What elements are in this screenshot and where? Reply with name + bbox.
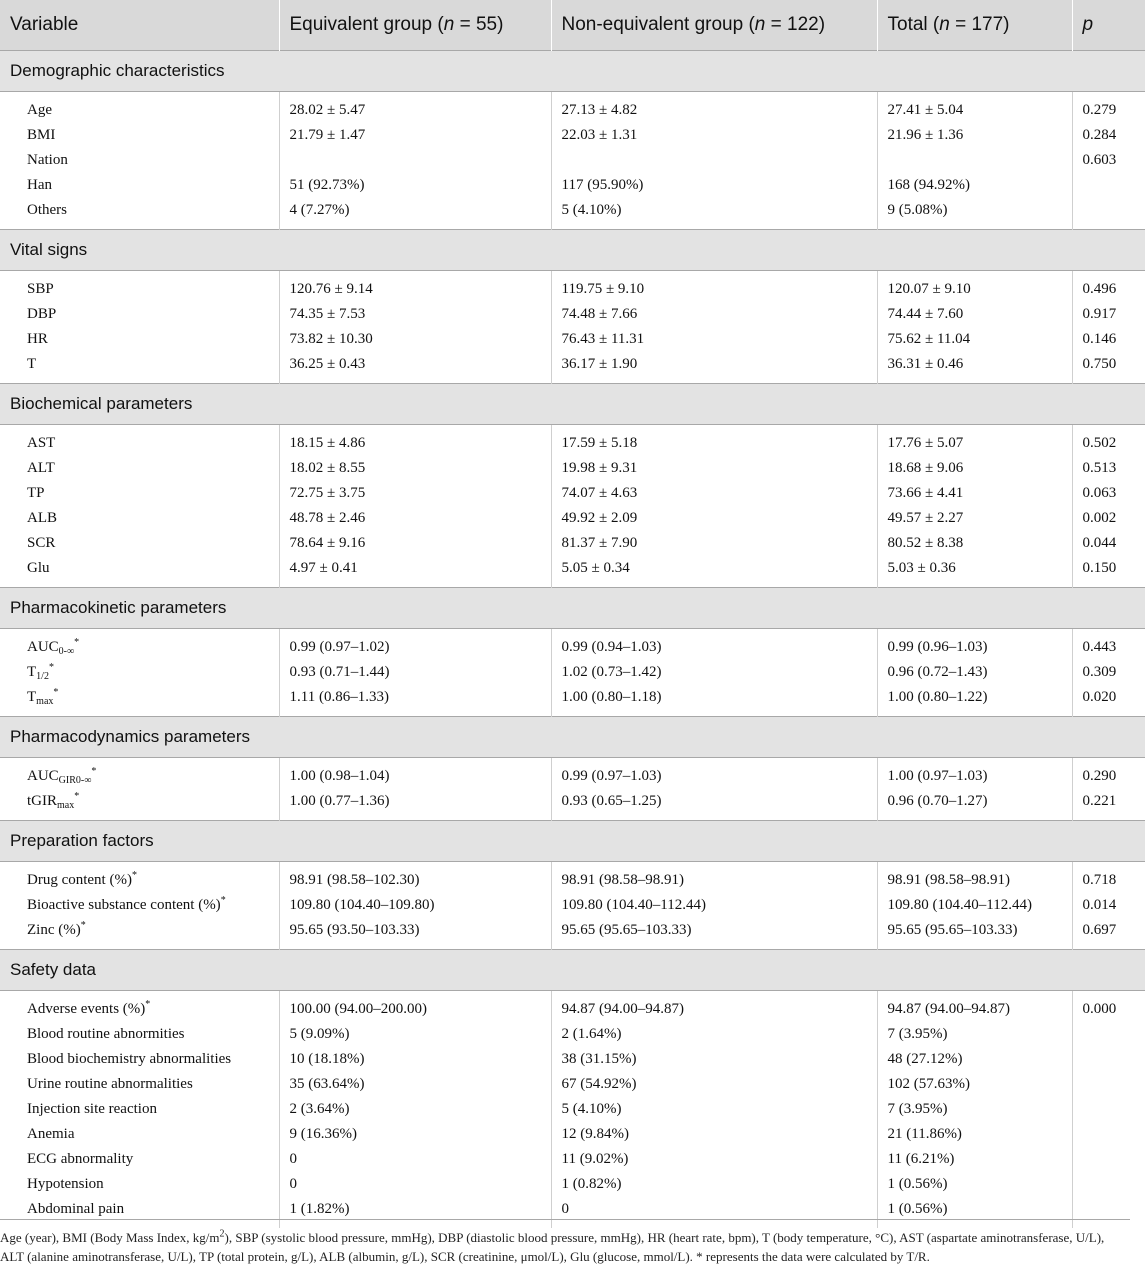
cell-p-value [1072, 1122, 1145, 1147]
table-row [0, 352, 1145, 377]
cell-total: 49.57 ± 2.27 [877, 506, 1072, 531]
cell-total: 0.96 (0.70–1.27) [877, 789, 1072, 814]
cell-p-value: 0.603 [1082, 152, 1117, 168]
table-row [0, 198, 1145, 223]
cell-p-value: 0.502 [1082, 435, 1117, 451]
footnote-text-2: ), SBP (systolic blood pressure, mmHg), DBP (diastolic blood pressure, mmHg), HR (heart rate, bpm), T (body temperature, °C), AST (aspartate aminotransferase, U/L), ALT (alanine aminotransferase, U/L), TP (total protein, g/L), ALB (albumin, g/L), SCR (creatinine, μmol/L), Glu (glucose, mmol/L). * represents the data were calculated by T/R. [0, 1230, 1105, 1264]
cell-variable: Age [0, 98, 279, 123]
variable-name: AUC [27, 639, 59, 655]
variable-name: Adverse events (%) [27, 1001, 146, 1017]
variable-asterisk: * [80, 920, 86, 931]
cell-variable: Han [0, 173, 279, 198]
variable-name: Zinc (%) [27, 922, 81, 938]
cell-non-equivalent: 5 (4.10%) [551, 198, 877, 223]
table-footnote [0, 1219, 1130, 1266]
table-row [0, 635, 1145, 660]
cell-variable: Anemia [0, 1122, 279, 1147]
cell-equivalent [279, 148, 551, 173]
header-eq-n: = 55) [454, 14, 504, 35]
cell-non-equivalent: 12 (9.84%) [551, 1122, 877, 1147]
cell-p-value: 0.146 [1082, 331, 1117, 347]
cell-non-equivalent: 0.99 (0.97–1.03) [551, 764, 877, 789]
cell-variable: SBP [0, 277, 279, 302]
cell-total: 48 (27.12%) [877, 1047, 1072, 1072]
cell-non-equivalent: 74.48 ± 7.66 [551, 302, 877, 327]
cell-total: 5.03 ± 0.36 [877, 556, 1072, 581]
cell-equivalent: 100.00 (94.00–200.00) [279, 997, 551, 1022]
cell-non-equivalent: 117 (95.90%) [551, 173, 877, 198]
table-row [0, 456, 1145, 481]
cell-p-value: 0.279 [1082, 102, 1117, 118]
table-row [0, 918, 1145, 943]
cell-non-equivalent: 38 (31.15%) [551, 1047, 877, 1072]
cell-variable: Abdominal pain [0, 1197, 279, 1222]
cell-p-value: 0.309 [1082, 664, 1117, 680]
cell-variable: T [0, 352, 279, 377]
cell-p-value [1072, 1022, 1145, 1047]
cell-p-value: 0.020 [1082, 689, 1117, 705]
header-row [0, 0, 1145, 51]
variable-name: T [27, 664, 37, 680]
cell-p-value: 0.002 [1082, 510, 1117, 526]
table-row [0, 148, 1145, 173]
cell-variable: Nation [0, 148, 279, 173]
cell-non-equivalent: 22.03 ± 1.31 [551, 123, 877, 148]
table-row [0, 506, 1145, 531]
cell-total: 1 (0.56%) [877, 1172, 1072, 1197]
section-title: Pharmacodynamics parameters [0, 717, 1145, 758]
section-header-row [0, 821, 1145, 862]
cell-p-value [1072, 1147, 1145, 1172]
section-title: Preparation factors [0, 821, 1145, 862]
section-title: Safety data [0, 950, 1145, 991]
cell-equivalent: 74.35 ± 7.53 [279, 302, 551, 327]
cell-p-value [1072, 1047, 1145, 1072]
variable-asterisk: * [74, 637, 80, 648]
cell-equivalent: 0.99 (0.97–1.02) [279, 635, 551, 660]
cell-variable [0, 918, 279, 943]
cell-total: 95.65 (95.65–103.33) [877, 918, 1072, 943]
cell-equivalent: 95.65 (93.50–103.33) [279, 918, 551, 943]
cell-non-equivalent: 17.59 ± 5.18 [551, 431, 877, 456]
cell-equivalent: 48.78 ± 2.46 [279, 506, 551, 531]
cell-non-equivalent: 109.80 (104.40–112.44) [551, 893, 877, 918]
cell-total: 7 (3.95%) [877, 1097, 1072, 1122]
header-neq-n: = 122) [765, 14, 826, 35]
cell-variable: AST [0, 431, 279, 456]
cell-p-value: 0.290 [1082, 768, 1117, 784]
cell-variable [0, 997, 279, 1022]
variable-asterisk: * [91, 766, 97, 777]
cell-non-equivalent [551, 148, 877, 173]
table-row [0, 1047, 1145, 1072]
cell-p-value [1072, 1097, 1145, 1122]
cell-variable [0, 635, 279, 660]
cell-p-value: 0.014 [1082, 897, 1117, 913]
cell-variable [0, 764, 279, 789]
table-row [0, 1147, 1145, 1172]
cell-p-value: 0.718 [1082, 872, 1117, 888]
cell-total: 18.68 ± 9.06 [877, 456, 1072, 481]
header-eq-n-symbol: n [443, 14, 455, 35]
cell-non-equivalent: 67 (54.92%) [551, 1072, 877, 1097]
cell-p-value: 0.917 [1082, 306, 1117, 322]
variable-name: AUC [27, 768, 59, 784]
header-total [877, 0, 1072, 51]
table-row [0, 173, 1145, 198]
variable-name: Drug content (%) [27, 872, 132, 888]
cell-p-value [1072, 198, 1145, 223]
section-header-row [0, 717, 1145, 758]
table-row [0, 789, 1145, 814]
footnote-text-1: Age (year), BMI (Body Mass Index, kg/m [0, 1230, 220, 1245]
section-header-row [0, 950, 1145, 991]
cell-non-equivalent: 27.13 ± 4.82 [551, 98, 877, 123]
cell-non-equivalent: 119.75 ± 9.10 [551, 277, 877, 302]
cell-total: 7 (3.95%) [877, 1022, 1072, 1047]
section-header-row [0, 384, 1145, 425]
cell-non-equivalent: 2 (1.64%) [551, 1022, 877, 1047]
cell-non-equivalent: 95.65 (95.65–103.33) [551, 918, 877, 943]
cell-variable: Blood routine abnormities [0, 1022, 279, 1047]
cell-equivalent: 1.11 (0.86–1.33) [279, 685, 551, 710]
cell-non-equivalent: 1.00 (0.80–1.18) [551, 685, 877, 710]
section-header-row [0, 588, 1145, 629]
cell-total: 21 (11.86%) [877, 1122, 1072, 1147]
header-p [1072, 0, 1145, 51]
cell-p-value: 0.750 [1082, 356, 1117, 372]
header-eq-label: Equivalent group ( [289, 14, 444, 35]
cell-total: 73.66 ± 4.41 [877, 481, 1072, 506]
variable-asterisk: * [131, 870, 137, 881]
cell-non-equivalent: 11 (9.02%) [551, 1147, 877, 1172]
cell-p-value: 0.513 [1082, 460, 1117, 476]
cell-total: 80.52 ± 8.38 [877, 531, 1072, 556]
cell-equivalent: 9 (16.36%) [279, 1122, 551, 1147]
cell-equivalent: 1 (1.82%) [279, 1197, 551, 1222]
cell-non-equivalent: 76.43 ± 11.31 [551, 327, 877, 352]
cell-variable [0, 893, 279, 918]
cell-total: 98.91 (98.58–98.91) [877, 868, 1072, 893]
variable-name: tGIR [27, 793, 57, 809]
cell-equivalent: 10 (18.18%) [279, 1047, 551, 1072]
cell-variable: Blood biochemistry abnormalities [0, 1047, 279, 1072]
cell-equivalent: 1.00 (0.77–1.36) [279, 789, 551, 814]
header-total-label: Total ( [887, 14, 940, 35]
cell-total: 36.31 ± 0.46 [877, 352, 1072, 377]
cell-total: 75.62 ± 11.04 [877, 327, 1072, 352]
cell-equivalent: 4.97 ± 0.41 [279, 556, 551, 581]
cell-variable: Others [0, 198, 279, 223]
cell-variable: ALT [0, 456, 279, 481]
cell-total: 17.76 ± 5.07 [877, 431, 1072, 456]
table-row [0, 302, 1145, 327]
cell-non-equivalent: 36.17 ± 1.90 [551, 352, 877, 377]
cell-variable: ECG abnormality [0, 1147, 279, 1172]
variable-asterisk: * [74, 791, 80, 802]
cell-equivalent: 0 [279, 1172, 551, 1197]
cell-variable: ALB [0, 506, 279, 531]
cell-total: 1 (0.56%) [877, 1197, 1072, 1222]
cell-non-equivalent: 49.92 ± 2.09 [551, 506, 877, 531]
cell-equivalent: 51 (92.73%) [279, 173, 551, 198]
cell-total: 0.99 (0.96–1.03) [877, 635, 1072, 660]
cell-total: 11 (6.21%) [877, 1147, 1072, 1172]
table-row [0, 123, 1145, 148]
cell-equivalent: 36.25 ± 0.43 [279, 352, 551, 377]
cell-p-value: 0.150 [1082, 560, 1117, 576]
cell-variable [0, 868, 279, 893]
section-title: Vital signs [0, 230, 1145, 271]
cell-variable: Glu [0, 556, 279, 581]
cell-p-value: 0.221 [1082, 793, 1117, 809]
cell-total: 27.41 ± 5.04 [877, 98, 1072, 123]
cell-equivalent: 21.79 ± 1.47 [279, 123, 551, 148]
section-header-row [0, 51, 1145, 92]
cell-non-equivalent: 0 [551, 1197, 877, 1222]
table-row [0, 556, 1145, 581]
cell-p-value: 0.044 [1082, 535, 1117, 551]
cell-equivalent: 72.75 ± 3.75 [279, 481, 551, 506]
section-title: Biochemical parameters [0, 384, 1145, 425]
variable-subscript: max [36, 696, 54, 707]
cell-equivalent: 18.02 ± 8.55 [279, 456, 551, 481]
variable-subscript: max [57, 800, 75, 811]
cell-p-value [1072, 173, 1145, 198]
cell-total: 94.87 (94.00–94.87) [877, 997, 1072, 1022]
variable-name: Bioactive substance content (%) [27, 897, 221, 913]
cell-variable [0, 685, 279, 710]
cell-total: 74.44 ± 7.60 [877, 302, 1072, 327]
table-row [0, 660, 1145, 685]
header-neq-n-symbol: n [754, 14, 766, 35]
cell-p-value: 0.284 [1082, 127, 1117, 143]
cell-equivalent: 28.02 ± 5.47 [279, 98, 551, 123]
table-row [0, 1022, 1145, 1047]
cell-equivalent: 73.82 ± 10.30 [279, 327, 551, 352]
cell-non-equivalent: 74.07 ± 4.63 [551, 481, 877, 506]
cell-equivalent: 35 (63.64%) [279, 1072, 551, 1097]
section-header-row [0, 230, 1145, 271]
table-row [0, 531, 1145, 556]
header-variable [0, 0, 279, 51]
table-row [0, 1097, 1145, 1122]
cell-variable: BMI [0, 123, 279, 148]
cell-non-equivalent: 0.93 (0.65–1.25) [551, 789, 877, 814]
variable-subscript: 1/2 [36, 671, 49, 682]
cell-non-equivalent: 5.05 ± 0.34 [551, 556, 877, 581]
table-row [0, 764, 1145, 789]
cell-equivalent: 120.76 ± 9.14 [279, 277, 551, 302]
header-neq-label: Non-equivalent group ( [561, 14, 755, 35]
cell-non-equivalent: 19.98 ± 9.31 [551, 456, 877, 481]
cell-non-equivalent: 5 (4.10%) [551, 1097, 877, 1122]
cell-total: 168 (94.92%) [877, 173, 1072, 198]
section-title: Pharmacokinetic parameters [0, 588, 1145, 629]
cell-equivalent: 98.91 (98.58–102.30) [279, 868, 551, 893]
header-p-label: p [1082, 14, 1094, 35]
cell-variable [0, 789, 279, 814]
table-row [0, 685, 1145, 710]
cell-variable: Hypotension [0, 1172, 279, 1197]
cell-total: 1.00 (0.80–1.22) [877, 685, 1072, 710]
cell-variable [0, 660, 279, 685]
table-row [0, 1172, 1145, 1197]
cell-total: 1.00 (0.97–1.03) [877, 764, 1072, 789]
cell-equivalent: 0 [279, 1147, 551, 1172]
table-row [0, 431, 1145, 456]
header-total-n-symbol: n [939, 14, 950, 35]
variable-asterisk: * [220, 895, 226, 906]
cell-equivalent: 78.64 ± 9.16 [279, 531, 551, 556]
cell-variable: DBP [0, 302, 279, 327]
cell-variable: Injection site reaction [0, 1097, 279, 1122]
table-row [0, 1122, 1145, 1147]
cell-non-equivalent: 81.37 ± 7.90 [551, 531, 877, 556]
variable-asterisk: * [145, 999, 151, 1010]
variable-subscript: 0-∞ [58, 646, 75, 657]
table-row [0, 1072, 1145, 1097]
cell-p-value: 0.063 [1082, 485, 1117, 501]
cell-equivalent: 109.80 (104.40–109.80) [279, 893, 551, 918]
cell-total: 21.96 ± 1.36 [877, 123, 1072, 148]
cell-non-equivalent: 0.99 (0.94–1.03) [551, 635, 877, 660]
table-row [0, 481, 1145, 506]
cell-variable: SCR [0, 531, 279, 556]
cell-equivalent: 5 (9.09%) [279, 1022, 551, 1047]
table-row [0, 997, 1145, 1022]
cell-equivalent: 0.93 (0.71–1.44) [279, 660, 551, 685]
cell-non-equivalent: 1.02 (0.73–1.42) [551, 660, 877, 685]
cell-equivalent: 4 (7.27%) [279, 198, 551, 223]
table-row [0, 327, 1145, 352]
cell-p-value: 0.443 [1082, 639, 1117, 655]
cell-total: 120.07 ± 9.10 [877, 277, 1072, 302]
table-row [0, 868, 1145, 893]
footnote-superscript: 2 [219, 1228, 225, 1240]
cell-total: 102 (57.63%) [877, 1072, 1072, 1097]
cell-non-equivalent: 1 (0.82%) [551, 1172, 877, 1197]
cell-total: 109.80 (104.40–112.44) [877, 893, 1072, 918]
variable-asterisk: * [53, 687, 59, 698]
cell-variable: TP [0, 481, 279, 506]
section-title: Demographic characteristics [0, 51, 1145, 92]
cell-equivalent: 1.00 (0.98–1.04) [279, 764, 551, 789]
cell-p-value: 0.000 [1082, 1001, 1117, 1017]
cell-total [877, 148, 1072, 173]
cell-p-value [1072, 1172, 1145, 1197]
variable-name: T [27, 689, 37, 705]
cell-non-equivalent: 98.91 (98.58–98.91) [551, 868, 877, 893]
cell-p-value [1072, 1072, 1145, 1097]
cell-variable: HR [0, 327, 279, 352]
cell-total: 9 (5.08%) [877, 198, 1072, 223]
variable-subscript: GIR0-∞ [58, 775, 92, 786]
cell-non-equivalent: 94.87 (94.00–94.87) [551, 997, 877, 1022]
cell-p-value: 0.496 [1082, 281, 1117, 297]
table-row [0, 98, 1145, 123]
table-body [0, 51, 1145, 1229]
cell-equivalent: 2 (3.64%) [279, 1097, 551, 1122]
cell-total: 0.96 (0.72–1.43) [877, 660, 1072, 685]
header-non-equivalent [551, 0, 877, 51]
cell-p-value: 0.697 [1082, 922, 1117, 938]
variable-asterisk: * [48, 662, 54, 673]
header-variable-label: Variable [10, 14, 79, 35]
header-total-n: = 177) [949, 14, 1010, 35]
header-equivalent [279, 0, 551, 51]
table-row [0, 277, 1145, 302]
cell-equivalent: 18.15 ± 4.86 [279, 431, 551, 456]
table-row [0, 893, 1145, 918]
cell-variable: Urine routine abnormalities [0, 1072, 279, 1097]
